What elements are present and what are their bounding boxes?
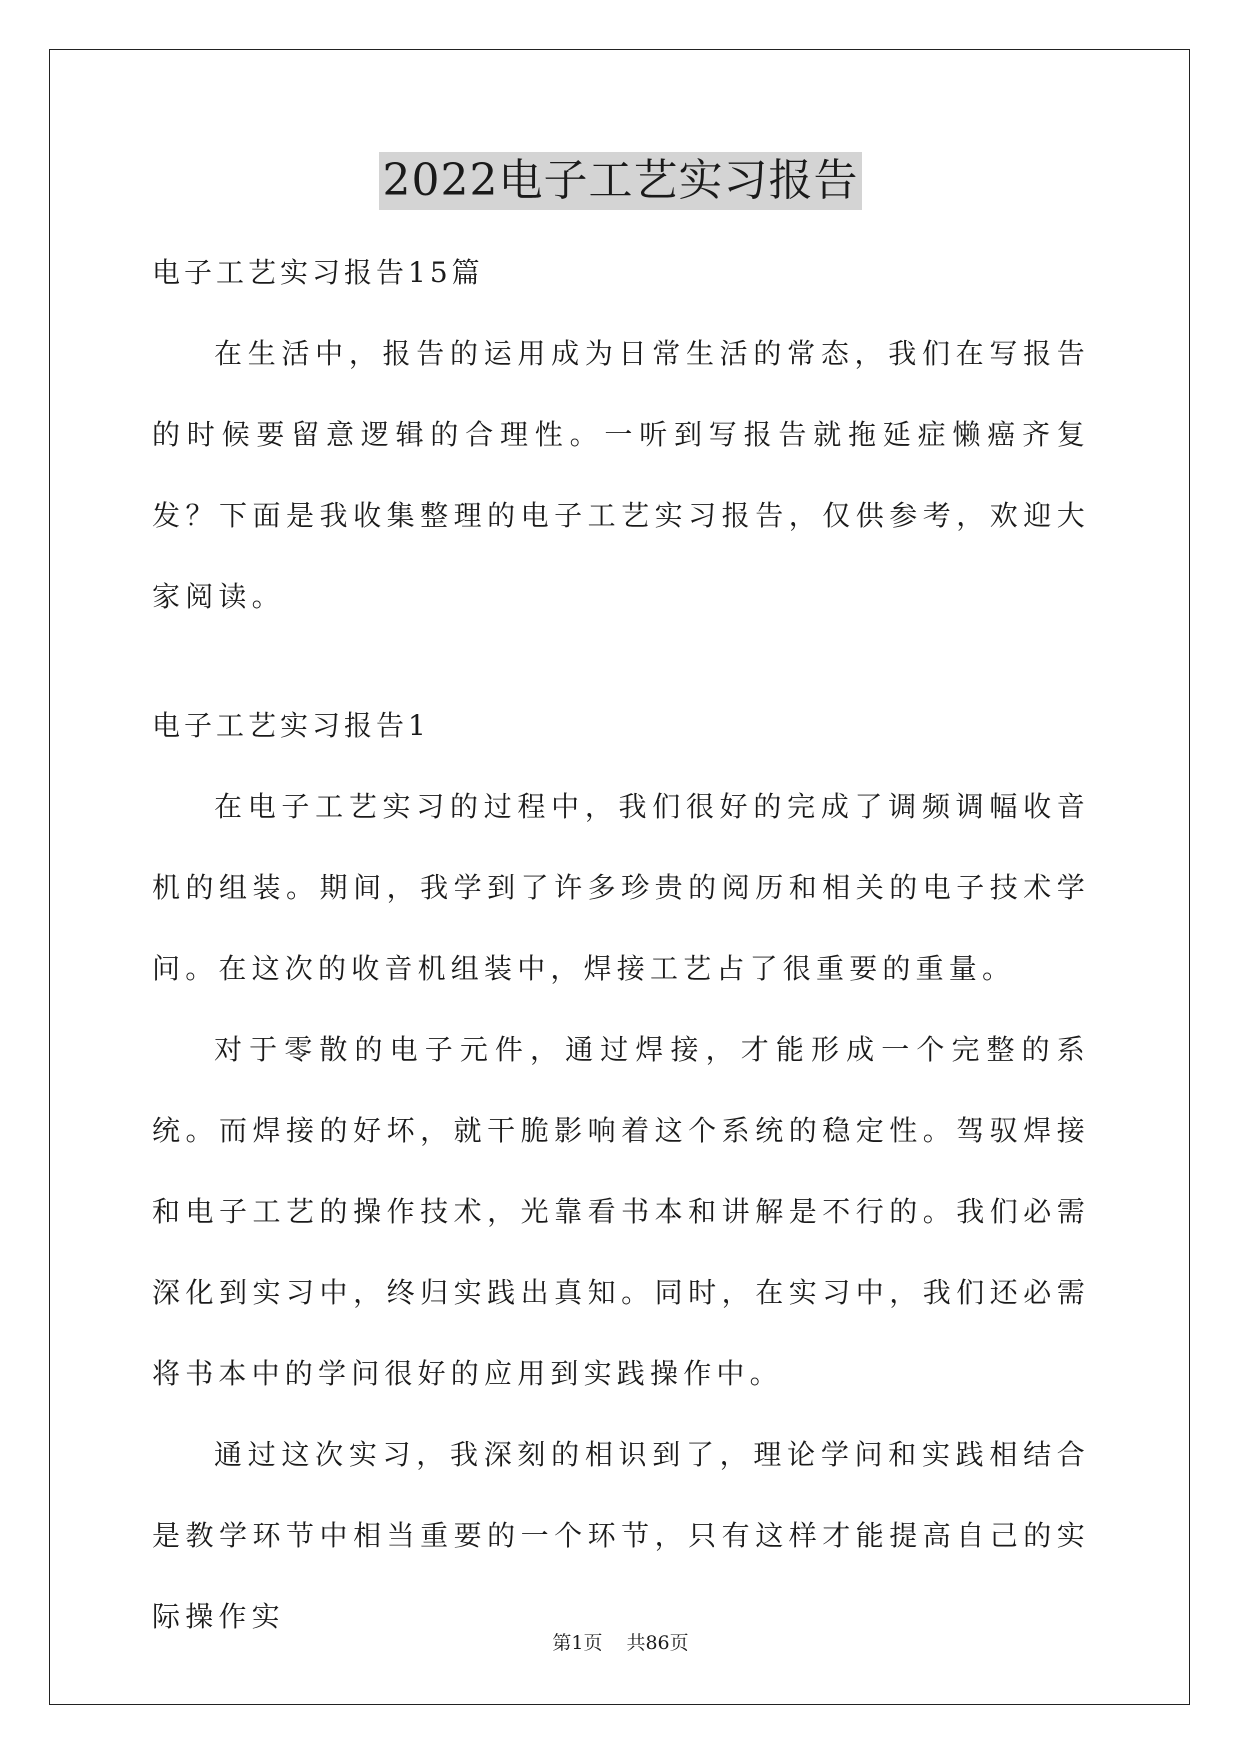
section-gap [152, 637, 1090, 685]
page-total: 共86页 [626, 1632, 689, 1654]
document-body [152, 232, 1090, 1657]
page-number: 第1页 [552, 1632, 603, 1654]
title-container [0, 152, 1241, 210]
intro-paragraph: 在生活中，报告的运用成为日常生活的常态，我们在写报告的时候要留意逻辑的合理性。一听到写报告就拖延症懒癌齐复发？下面是我收集整理的电子工艺实习报告，仅供参考，欢迎大家阅读。 [152, 337, 1090, 613]
page-footer [0, 1630, 1241, 1656]
document-subtitle: 电子工艺实习报告15篇 [152, 256, 484, 289]
body-paragraph-3: 通过这次实习，我深刻的相识到了，理论学问和实践相结合是教学环节中相当重要的一个环节，只有这样才能提高自己的实际操作实 [152, 1438, 1090, 1633]
document-title: 2022电子工艺实习报告 [379, 152, 863, 210]
body-paragraph-1: 在电子工艺实习的过程中，我们很好的完成了调频调幅收音机的组装。期间，我学到了许多珍贵的阅历和相关的电子技术学问。在这次的收音机组装中，焊接工艺占了很重要的重量。 [152, 790, 1090, 985]
section-heading: 电子工艺实习报告1 [152, 709, 430, 742]
body-paragraph-2: 对于零散的电子元件，通过焊接，才能形成一个完整的系统。而焊接的好坏，就干脆影响着这个系统的稳定性。驾驭焊接和电子工艺的操作技术，光靠看书本和讲解是不行的。我们必需深化到实习中，终归实践出真知。同时，在实习中，我们还必需将书本中的学问很好的应用到实践操作中。 [152, 1033, 1090, 1390]
